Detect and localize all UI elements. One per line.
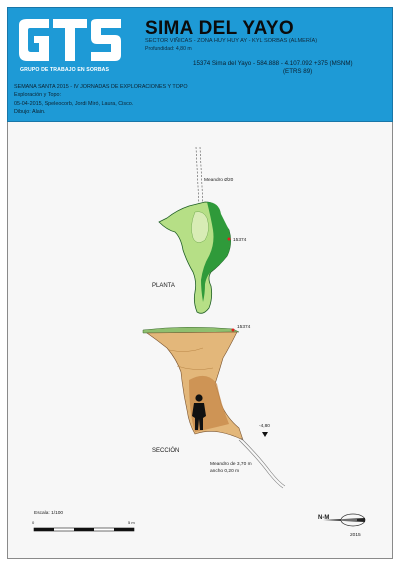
north-label: N-M xyxy=(318,515,330,521)
logo-subtitle: GRUPO DE TRABAJO EN SORBAS xyxy=(20,67,110,73)
meander-lines xyxy=(196,147,203,206)
plan-view xyxy=(159,202,231,313)
meander-bottom-label-1: Meandro de 3,70 m xyxy=(210,462,252,467)
scale-bar xyxy=(34,528,134,531)
info-line: SEMANA SANTA 2015 - IV JORNADAS DE EXPLORACIONES Y TOPO xyxy=(14,84,188,90)
section-label: SECCIÓN xyxy=(152,448,180,454)
meander-top-label: Meandro Ø20 xyxy=(204,178,234,183)
coordinates-block xyxy=(193,60,353,76)
year-label: 2015 xyxy=(350,533,361,538)
plan-label: PLANTA xyxy=(152,283,175,289)
depth-triangle xyxy=(262,432,268,437)
scale-zero: 0 xyxy=(32,520,35,525)
survey-info xyxy=(14,83,188,116)
coordinates-line: 15374 Sima del Yayo - 584.888 - 4.107.092 +375 (MSNM) xyxy=(193,60,353,67)
sector-text: SECTOR VIÑICAS - ZONA HUY HUY AY - KYL SORBAS (ALMERÍA) xyxy=(145,38,318,44)
scale-end: 5 m xyxy=(128,520,135,525)
info-line: Dibujo: Alain. xyxy=(14,108,46,115)
station-plan-label: 15374 xyxy=(233,238,247,243)
info-line: 05-04-2015, Speleocorb, Jordi Miró, Laura, Cisco. xyxy=(14,100,134,107)
depth-text: Profundidad: 4,80 m xyxy=(145,46,192,52)
page-title: SIMA DEL YAYO xyxy=(145,18,294,39)
drawing-svg xyxy=(7,122,393,559)
depth-marker: -4,80 xyxy=(259,424,270,429)
meander-bottom-label-2: ancho 0,20 m xyxy=(210,469,240,474)
cave-drawing xyxy=(7,122,393,559)
scale-label: Escala: 1/100 xyxy=(34,511,64,516)
info-line: Exploración y Topo: xyxy=(14,92,61,99)
station-section-label: 15374 xyxy=(237,325,251,330)
gts-logo xyxy=(17,19,123,69)
datum-line: (ETRS 89) xyxy=(283,68,313,75)
